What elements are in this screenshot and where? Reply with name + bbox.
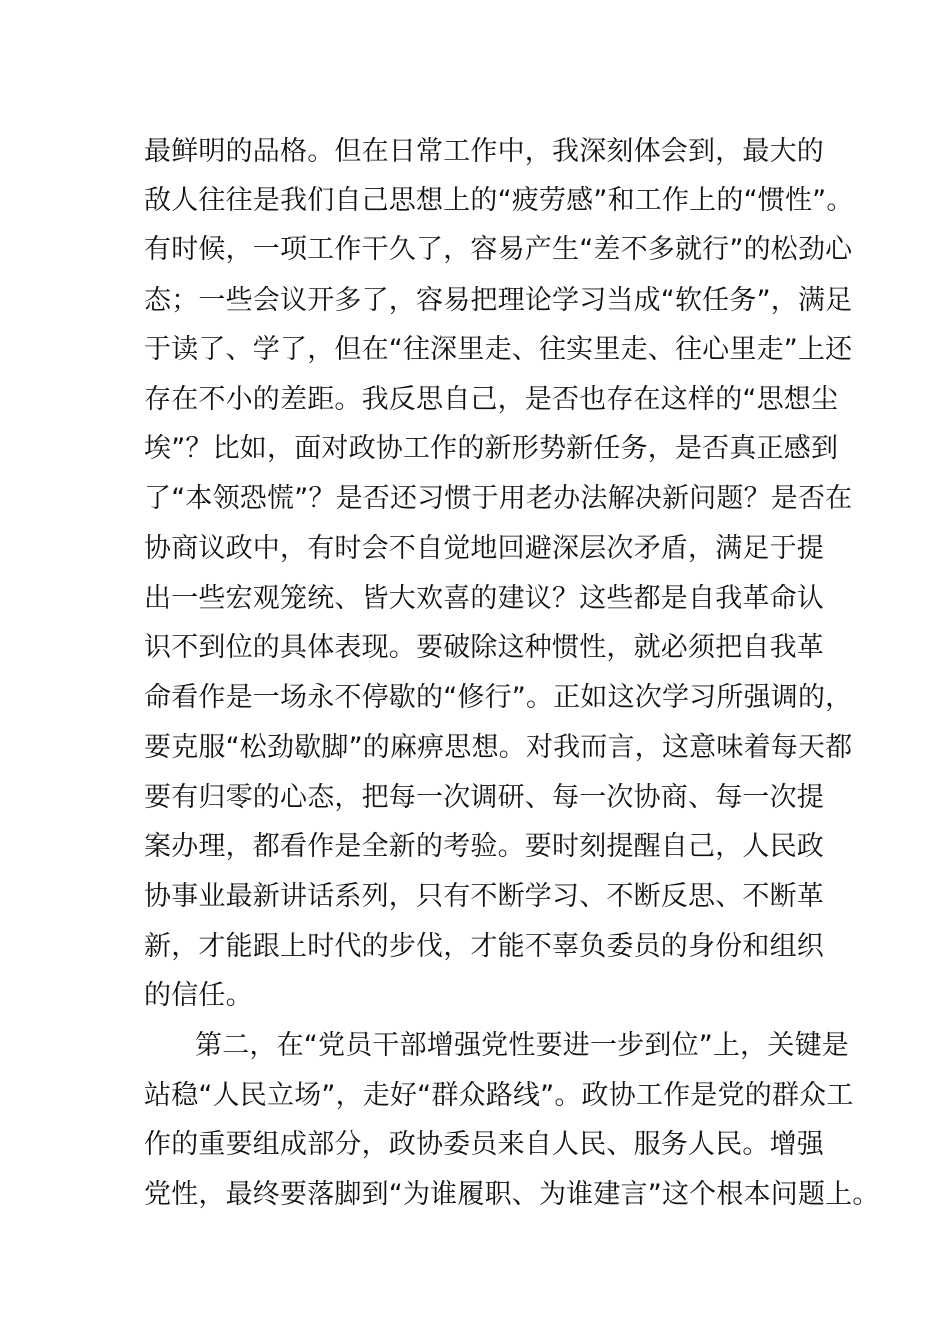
text-line-17: 新，才能跟上时代的步伐，才能不辜负委员的身份和组织 — [144, 931, 824, 962]
text-line-2: 敌人往往是我们自己思想上的“疲劳感”和工作上的“惯性”。 — [144, 185, 854, 216]
text-line-14: 要有归零的心态，把每一次调研、每一次协商、每一次提 — [144, 782, 824, 813]
text-line-7: 埃”？比如，面对政协工作的新形势新任务，是否真正感到 — [144, 433, 839, 464]
text-line-18: 的信任。 — [144, 980, 253, 1011]
text-line-10: 出一些宏观笼统、皆大欢喜的建议？这些都是自我革命认 — [144, 583, 824, 614]
text-line-13: 要克服“松劲歇脚”的麻痹思想。对我而言，这意味着每天都 — [144, 732, 853, 763]
text-line-11: 识不到位的具体表现。要破除这种惯性，就必须把自我革 — [144, 632, 824, 663]
text-line-15: 案办理，都看作是全新的考验。要时刻提醒自己，人民政 — [144, 831, 824, 862]
text-line-5: 于读了、学了，但在“往深里走、往实里走、往心里走”上还 — [144, 334, 853, 365]
text-line-3: 有时候，一项工作干久了，容易产生“差不多就行”的松劲心 — [144, 234, 853, 265]
text-line-9: 协商议政中，有时会不自觉地回避深层次矛盾，满足于提 — [144, 533, 824, 564]
text-line-12: 命看作是一场永不停歇的“修行”。正如这次学习所强调的， — [144, 682, 853, 713]
text-line-22: 党性，最终要落脚到“为谁履职、为谁建言”这个根本问题上。 — [144, 1179, 880, 1210]
text-line-6: 存在不小的差距。我反思自己，是否也存在这样的“思想尘 — [144, 384, 839, 415]
text-line-16: 协事业最新讲话系列，只有不断学习、不断反思、不断革 — [144, 881, 824, 912]
text-line-1: 最鲜明的品格。但在日常工作中，我深刻体会到，最大的 — [144, 136, 824, 167]
text-line-8: 了“本领恐慌”？是否还习惯于用老办法解决新问题？是否在 — [144, 483, 853, 514]
text-line-20: 站稳“人民立场”，走好“群众路线”。政协工作是党的群众工 — [144, 1080, 854, 1111]
text-line-19: 第二，在“党员干部增强党性要进一步到位”上，关键是 — [195, 1030, 849, 1061]
text-line-21: 作的重要组成部分，政协委员来自人民、服务人民。增强 — [144, 1129, 824, 1160]
text-line-4: 态；一些会议开多了，容易把理论学习当成“软任务”，满足 — [144, 285, 853, 316]
